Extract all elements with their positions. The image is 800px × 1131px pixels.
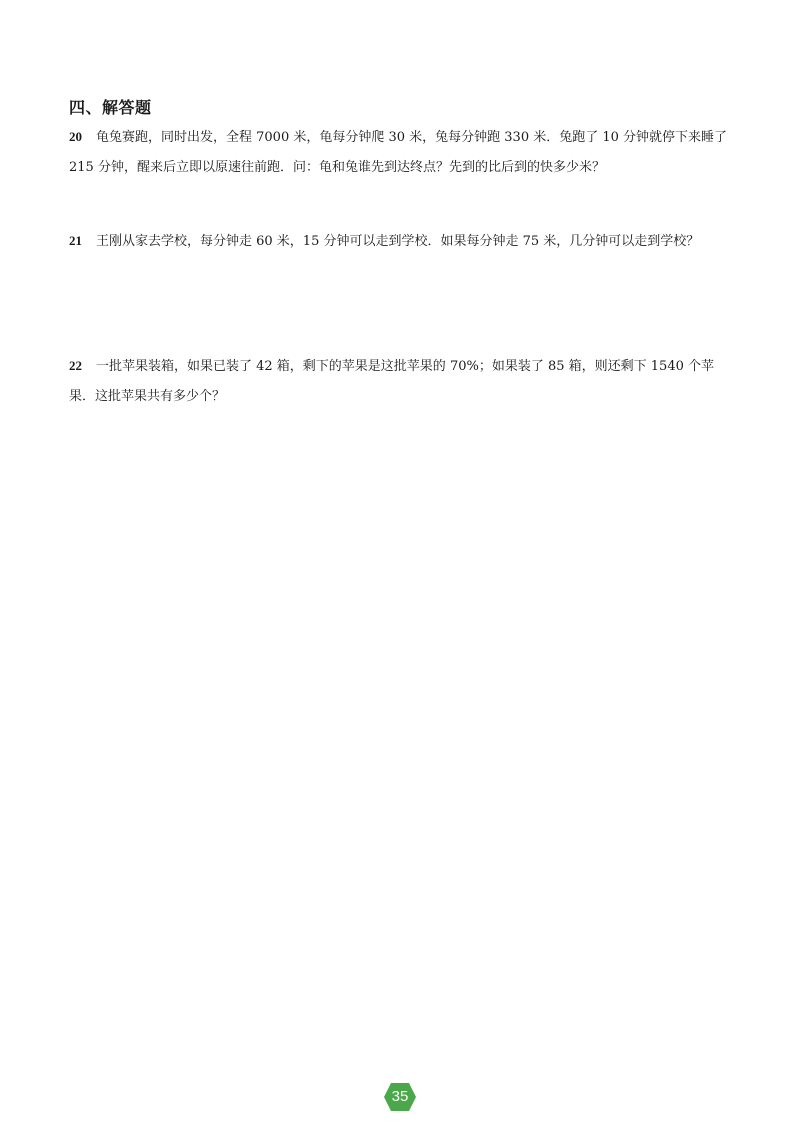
page-number: 35 bbox=[391, 1088, 409, 1105]
question-number: 20 bbox=[69, 129, 82, 144]
question-21 bbox=[69, 226, 735, 257]
section-title: 四、解答题 bbox=[69, 98, 152, 117]
question-22 bbox=[69, 351, 735, 412]
page-number-badge bbox=[383, 1082, 417, 1112]
question-text: 一批苹果装箱，如果已装了 42 箱，剩下的苹果是这批苹果的 70%；如果装了 85 箱，则还剩下 1540 个苹果．这批苹果共有多少个？ bbox=[69, 359, 714, 404]
question-text: 王刚从家去学校，每分钟走 60 米，15 分钟可以走到学校．如果每分钟走 75 米，几分钟可以走到学校？ bbox=[96, 234, 700, 249]
question-20 bbox=[69, 122, 735, 183]
question-number: 22 bbox=[69, 358, 82, 373]
question-text: 龟兔赛跑，同时出发，全程 7000 米，龟每分钟爬 30 米，兔每分钟跑 330 米．兔跑了 10 分钟就停下来睡了 215 分钟，醒来后立即以原速往前跑．问：龟和兔谁先到达终点？先到的比后到的快多少米？ bbox=[69, 130, 728, 175]
question-number: 21 bbox=[69, 233, 82, 248]
